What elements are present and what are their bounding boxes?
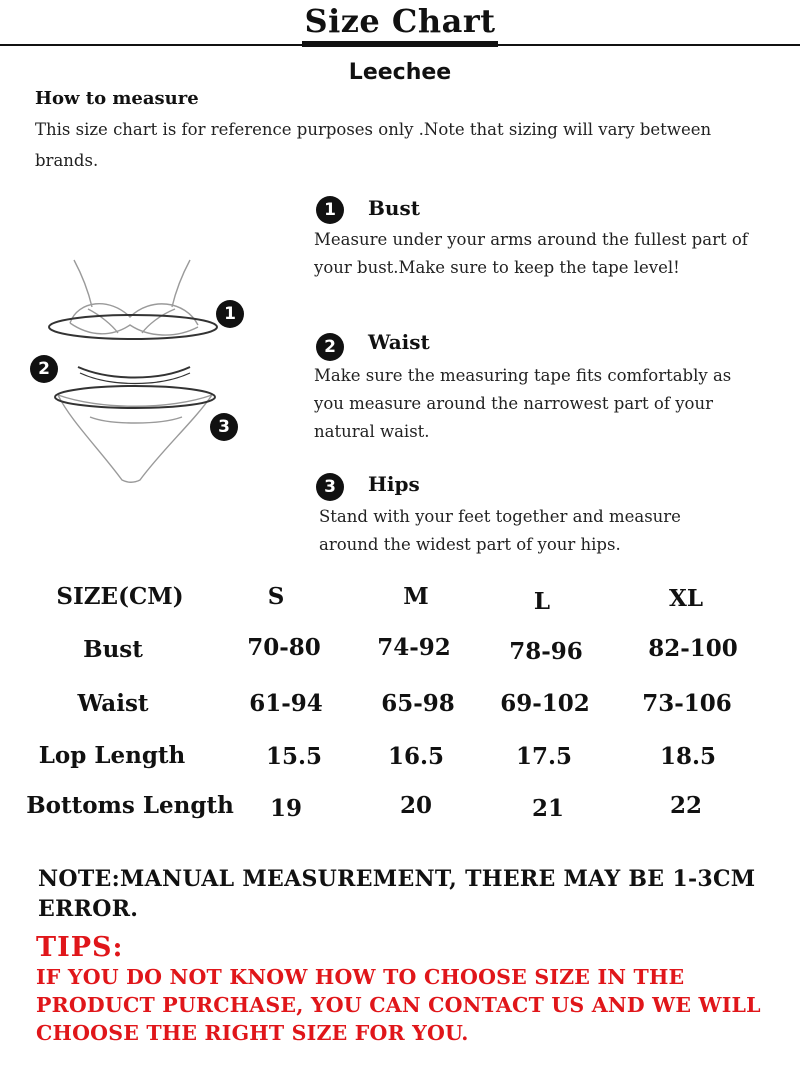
brand-name: Leechee — [348, 60, 452, 85]
table-header-xl: XL — [668, 585, 704, 612]
table-cell: 65-98 — [381, 690, 455, 717]
intro-text: This size chart is for reference purposes only .Note that sizing will vary between brands. — [35, 120, 712, 170]
table-cell: 73-106 — [642, 690, 732, 717]
table-header-s: S — [267, 583, 285, 610]
table-cell: 18.5 — [659, 743, 717, 770]
table-row-label-bottoms-length: Bottoms Length — [26, 792, 234, 819]
measurement-figure — [30, 245, 270, 490]
table-cell: 78-96 — [509, 638, 583, 665]
how-to-measure-heading: How to measure — [35, 88, 199, 109]
title-rule-accent — [302, 41, 498, 47]
table-row-label-lop-length: Lop Length — [38, 742, 186, 769]
table-header-size: SIZE(CM) — [56, 583, 184, 610]
table-cell: 82-100 — [648, 635, 738, 662]
table-cell: 20 — [399, 792, 432, 819]
table-cell: 17.5 — [515, 743, 573, 770]
table-row-label-bust: Bust — [83, 636, 143, 663]
table-cell: 69-102 — [500, 690, 590, 717]
measurement-note: NOTE:MANUAL MEASUREMENT, THERE MAY BE 1-3CM ERROR. — [38, 866, 756, 922]
figure-badge-3: 3 — [210, 413, 238, 441]
table-cell: 61-94 — [249, 690, 323, 717]
step-2-title: Waist — [368, 330, 430, 354]
step-2-number: 2 — [316, 333, 344, 361]
table-row-label-waist: Waist — [77, 690, 149, 717]
table-cell: 74-92 — [377, 634, 451, 661]
table-cell: 70-80 — [247, 634, 321, 661]
table-cell: 19 — [269, 795, 302, 822]
step-1-desc: Measure under your arms around the fullest part of your bust.Make sure to keep the tape level! — [314, 230, 748, 277]
step-2-desc: Make sure the measuring tape fits comfortably as you measure around the narrowest part of your natural waist. — [314, 366, 732, 441]
step-1-number: 1 — [316, 196, 344, 224]
table-cell: 22 — [669, 792, 702, 819]
bikini-illustration — [30, 245, 270, 490]
tips-text: IF YOU DO NOT KNOW HOW TO CHOOSE SIZE IN THE PRODUCT PURCHASE, YOU CAN CONTACT US AND WE WILL CHOOSE THE RIGHT SIZE FOR YOU. — [36, 965, 761, 1045]
page-title: Size Chart — [304, 2, 496, 40]
table-cell: 16.5 — [387, 743, 445, 770]
step-3-desc: Stand with your feet together and measure around the widest part of your hips. — [319, 507, 681, 554]
figure-badge-2: 2 — [30, 355, 58, 383]
table-header-m: M — [403, 583, 429, 610]
step-3-number: 3 — [316, 473, 344, 501]
table-header-l: L — [533, 588, 551, 615]
table-cell: 15.5 — [265, 743, 323, 770]
table-cell: 21 — [531, 795, 564, 822]
step-3-title: Hips — [368, 472, 420, 496]
tips-heading: TIPS: — [36, 932, 124, 963]
figure-badge-1: 1 — [216, 300, 244, 328]
step-1-title: Bust — [368, 196, 420, 220]
